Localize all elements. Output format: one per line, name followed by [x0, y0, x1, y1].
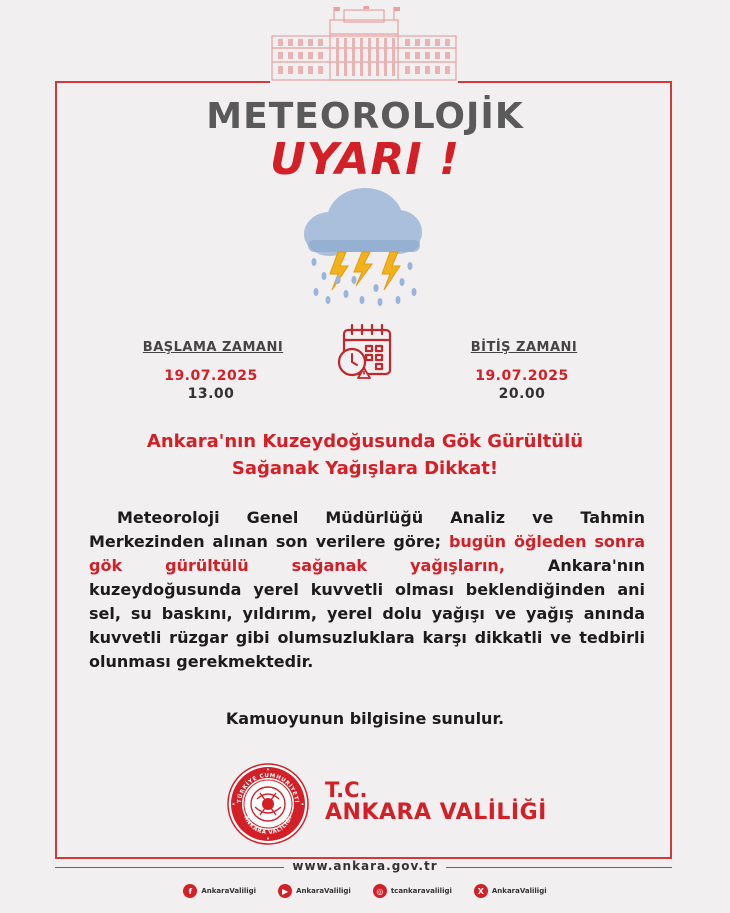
- instagram-icon: ◎: [373, 884, 387, 898]
- warning-headline: [60, 428, 670, 482]
- thunderstorm-icon: [300, 182, 425, 312]
- governorship-building-icon: [270, 6, 458, 82]
- start-label: BAŞLAMA ZAMANI: [142, 340, 284, 355]
- end-time: 20.00: [498, 386, 546, 402]
- youtube-icon: ▶: [278, 884, 292, 898]
- body-highlight: bugün öğleden sonra gök gürültülü sağanak yağışların,: [89, 532, 646, 575]
- website-text[interactable]: www.ankara.gov.tr: [284, 859, 445, 873]
- social-instagram[interactable]: [373, 884, 452, 898]
- website-link[interactable]: [0, 859, 730, 873]
- body-part-2: Ankara'nın kuzeydoğusunda yerel kuvvetli olması beklendiğinden ani sel, su baskını, yıldırım, yerel dolu yağışı ve yağış anında kuvvetli rüzgar gibi olumsuzluklara karşı dikkatli ve tedbirli olunması gerekmektedir.: [89, 556, 645, 671]
- svg-text:TÜRKİYE CUMHURİYETİ: TÜRKİYE CUMHURİYETİ: [236, 772, 300, 804]
- facebook-icon: f: [183, 884, 197, 898]
- social-handle: AnkaraValiligi: [491, 887, 547, 895]
- social-handle: AnkaraValiligi: [201, 887, 257, 895]
- page-title: METEOROLOJİK: [206, 96, 524, 137]
- public-notice: Kamuoyunun bilgisine sunulur.: [225, 709, 505, 728]
- institution-name: ANKARA VALİLİĞİ: [325, 800, 547, 825]
- governorship-seal-icon: [227, 763, 309, 845]
- warning-body: [89, 506, 645, 674]
- social-facebook[interactable]: [183, 884, 256, 898]
- social-handle: tcankaravaliligi: [390, 887, 452, 895]
- headline-line-2: Sağanak Yağışlara Dikkat!: [231, 458, 499, 479]
- social-x[interactable]: [474, 884, 547, 898]
- headline-line-1: Ankara'nın Kuzeydoğusunda Gök Gürültülü: [146, 431, 584, 452]
- warning-title: UYARI !: [269, 134, 461, 185]
- start-date: 19.07.2025: [164, 368, 258, 384]
- x-icon: X: [474, 884, 488, 898]
- end-label: BİTİŞ ZAMANI: [470, 340, 578, 355]
- frame-top-left: [55, 81, 270, 83]
- calendar-clock-icon: [336, 322, 396, 380]
- start-time: 13.00: [187, 386, 235, 402]
- svg-text:ANKARA VALİLİĞİ: ANKARA VALİLİĞİ: [242, 815, 294, 837]
- institution-tc: T.C.: [325, 778, 368, 802]
- social-youtube[interactable]: [278, 884, 351, 898]
- body-part-1: Meteoroloji Genel Müdürlüğü Analiz ve Tahmin Merkezinden alınan son verilere göre;: [89, 508, 645, 551]
- social-handle: AnkaraValiligi: [296, 887, 351, 895]
- end-date: 19.07.2025: [475, 368, 569, 384]
- social-links: [0, 884, 730, 898]
- frame-top-right: [458, 81, 672, 83]
